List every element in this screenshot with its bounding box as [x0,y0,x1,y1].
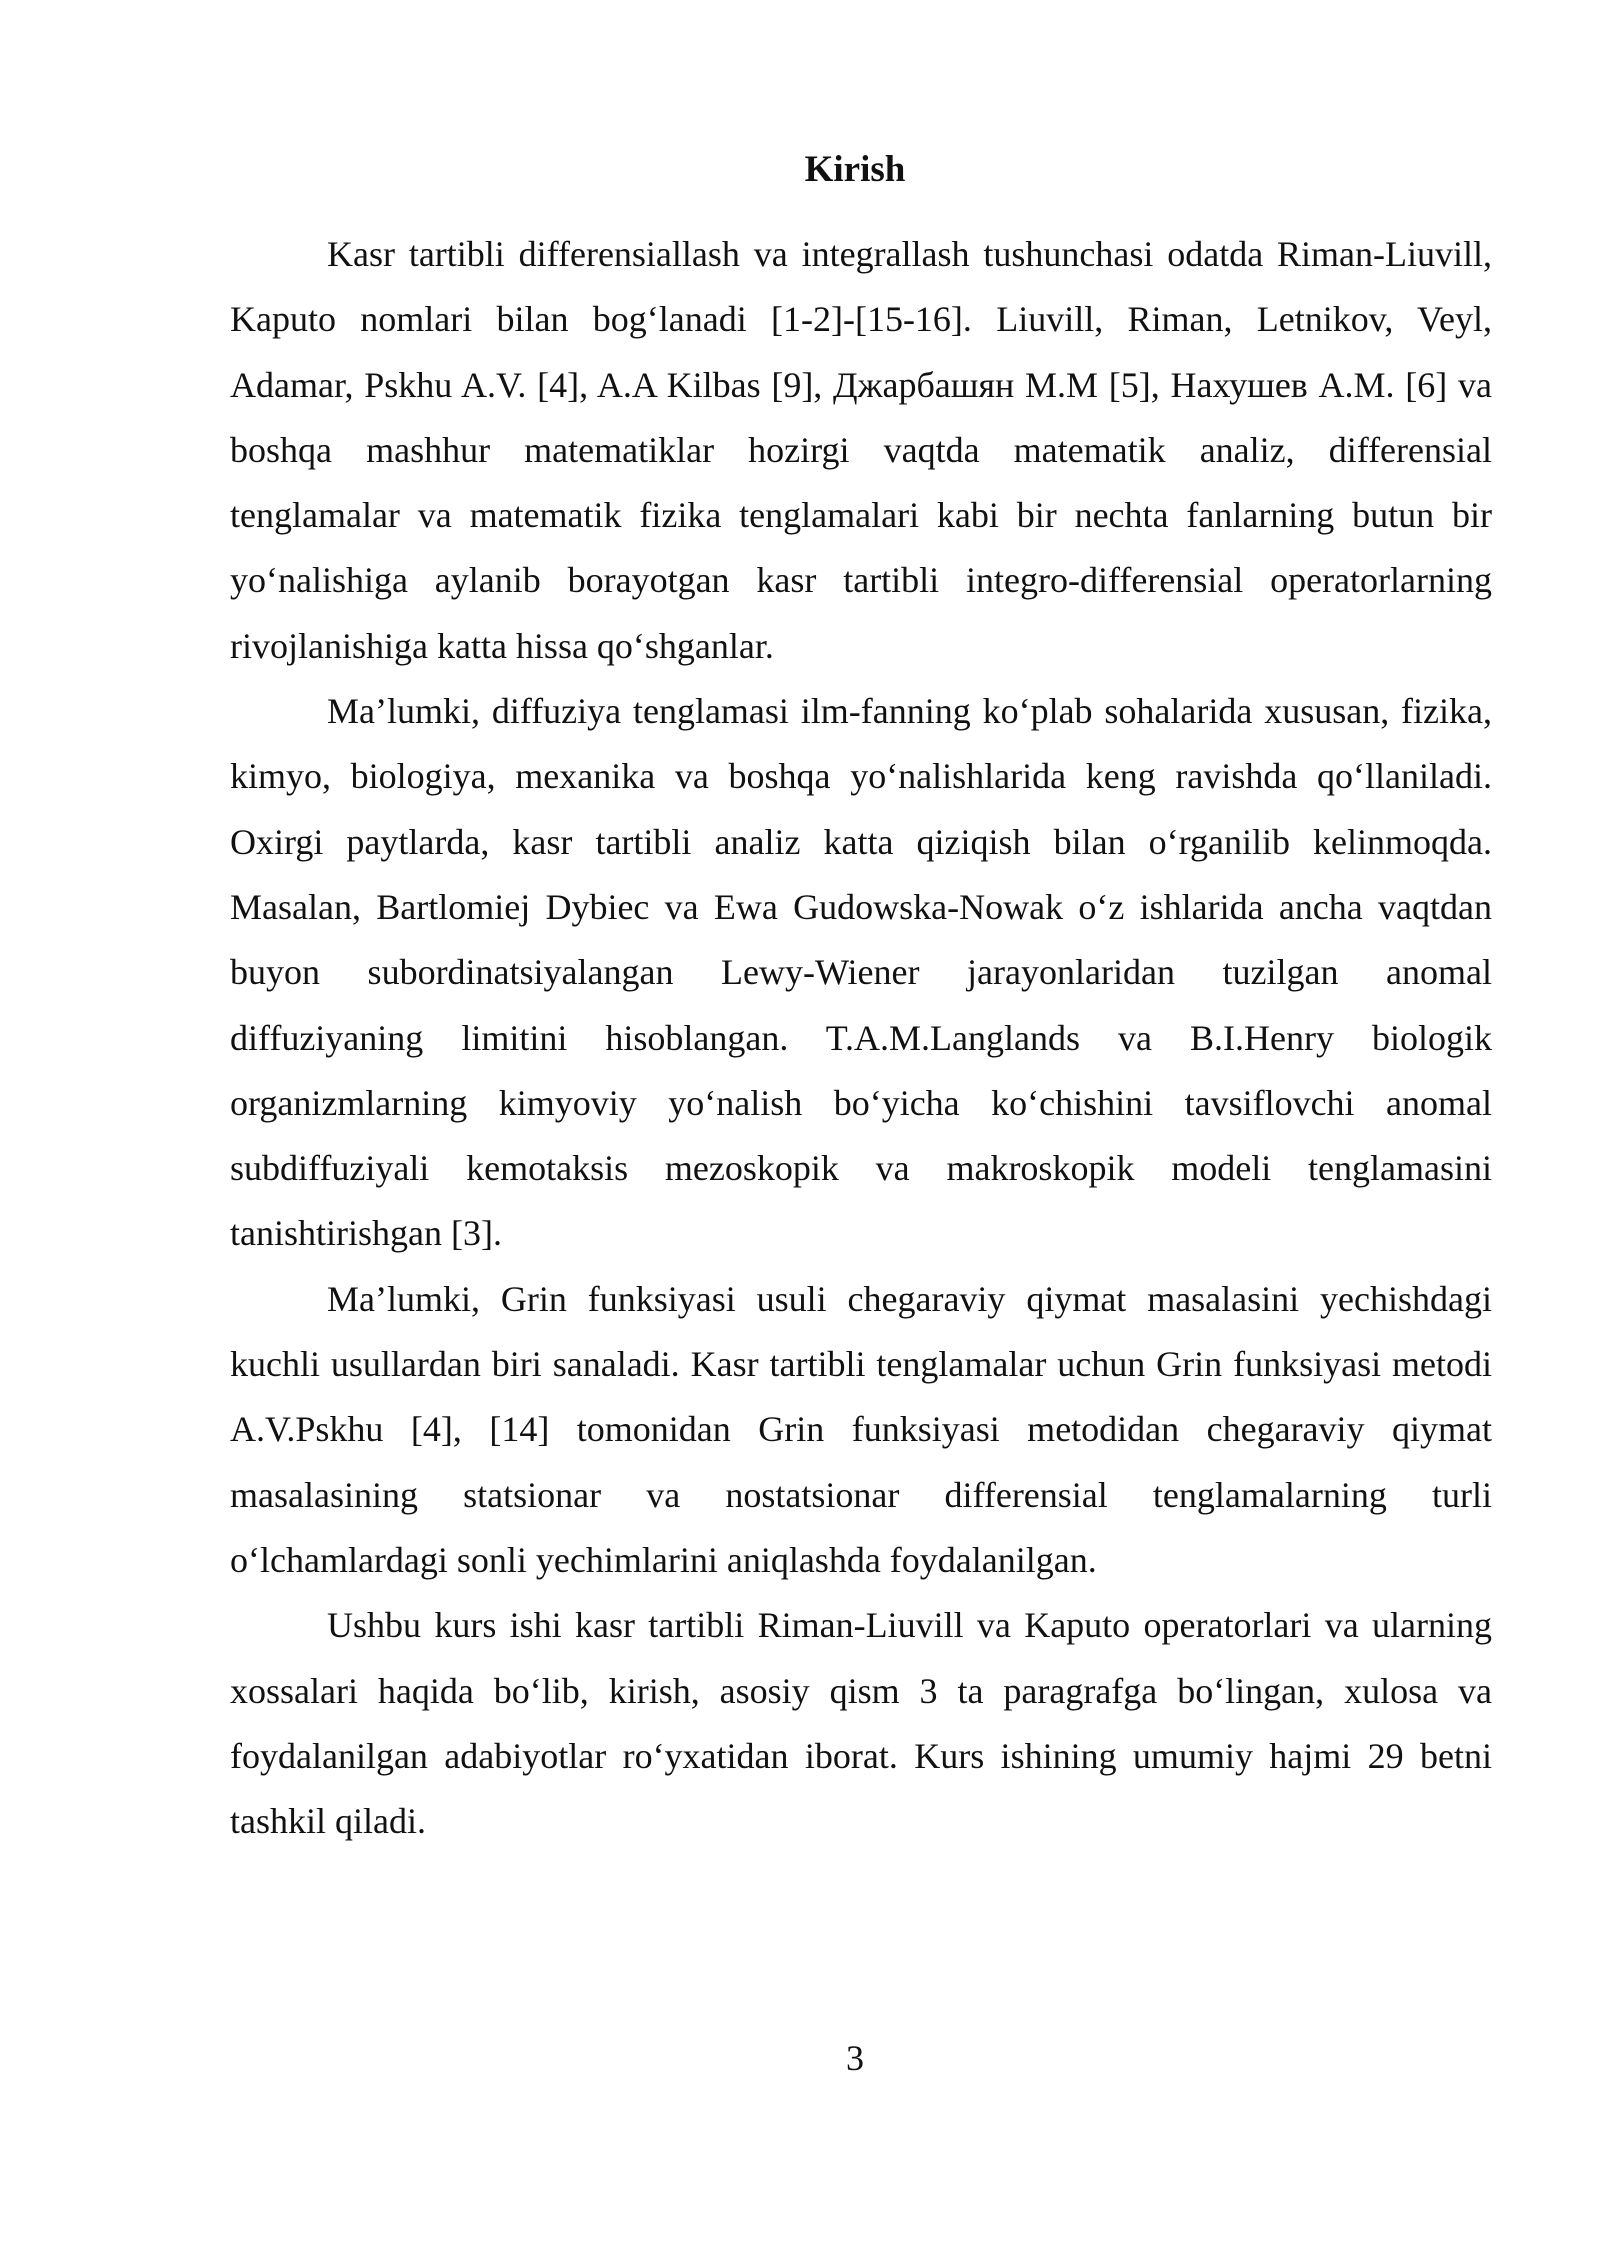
paragraph-1: Kasr tartibli differensiallash va integrallash tushunchasi odatda Riman-Liuvill, Kaputo nomlari bilan bog‘lanadi [1-2]-[15-16]. Liuvill, Riman, Letnikov, Veyl, Adamar, Pskhu A.V. [4], A.A Kilbas [9], Джарбашян M.M [5], Нахушев A.M. [6] va boshqa mashhur matematiklar hozirgi vaqtda matematik analiz, differensial tenglamalar va matematik fizika tenglamalari kabi bir nechta fanlarning butun bir yo‘nalishiga aylanib borayotgan kasr tartibli integro-differensial operatorlarning rivojlanishiga katta hissa qo‘shganlar. [230,234,1492,666]
paragraph-2: Ma’lumki, diffuziya tenglamasi ilm-fanning ko‘plab sohalarida xususan, fizika, kimyo, biologiya, mexanika va boshqa yo‘nalishlarida keng ravishda qo‘llaniladi. Oxirgi paytlarda, kasr tartibli analiz katta qiziqish bilan o‘rganilib kelinmoqda. Masalan, Bartlomiej Dybiec va Ewa Gudowska-Nowak o‘z ishlarida ancha vaqtdan buyon subordinatsiyalangan Lewy-Wiener jarayonlaridan tuzilgan anomal diffuziyaning limitini hisoblangan. T.A.M.Langlands va B.I.Henry biologik organizmlarning kimyoviy yo‘nalish bo‘yicha ko‘chishini tavsiflovchi anomal subdiffuziyali kemotaksis mezoskopik va makroskopik modeli tenglamasini tanishtirishgan [3]. [230,691,1492,1254]
body-text [230,222,1492,1854]
page-number: 3 [846,2038,864,2078]
paragraph-4: Ushbu kurs ishi kasr tartibli Riman-Liuvill va Kaputo operatorlari va ularning xossalari haqida bo‘lib, kirish, asosiy qism 3 ta paragrafga bo‘lingan, xulosa va foydalanilgan adabiyotlar ro‘yxatidan iborat. Kurs ishining umumiy hajmi 29 betni tashkil qiladi. [230,1605,1492,1842]
section-title: Kirish [804,149,906,190]
paragraph-3: Ma’lumki, Grin funksiyasi usuli chegaraviy qiymat masalasini yechishdagi kuchli usullardan biri sanaladi. Kasr tartibli tenglamalar uchun Grin funksiyasi metodi A.V.Pskhu [4], [14] tomonidan Grin funksiyasi metodidan chegaraviy qiymat masalasining statsionar va nostatsionar differensial tenglamalarning turli o‘lchamlardagi sonli yechimlarini aniqlashda foydalanilgan. [230,1278,1492,1580]
